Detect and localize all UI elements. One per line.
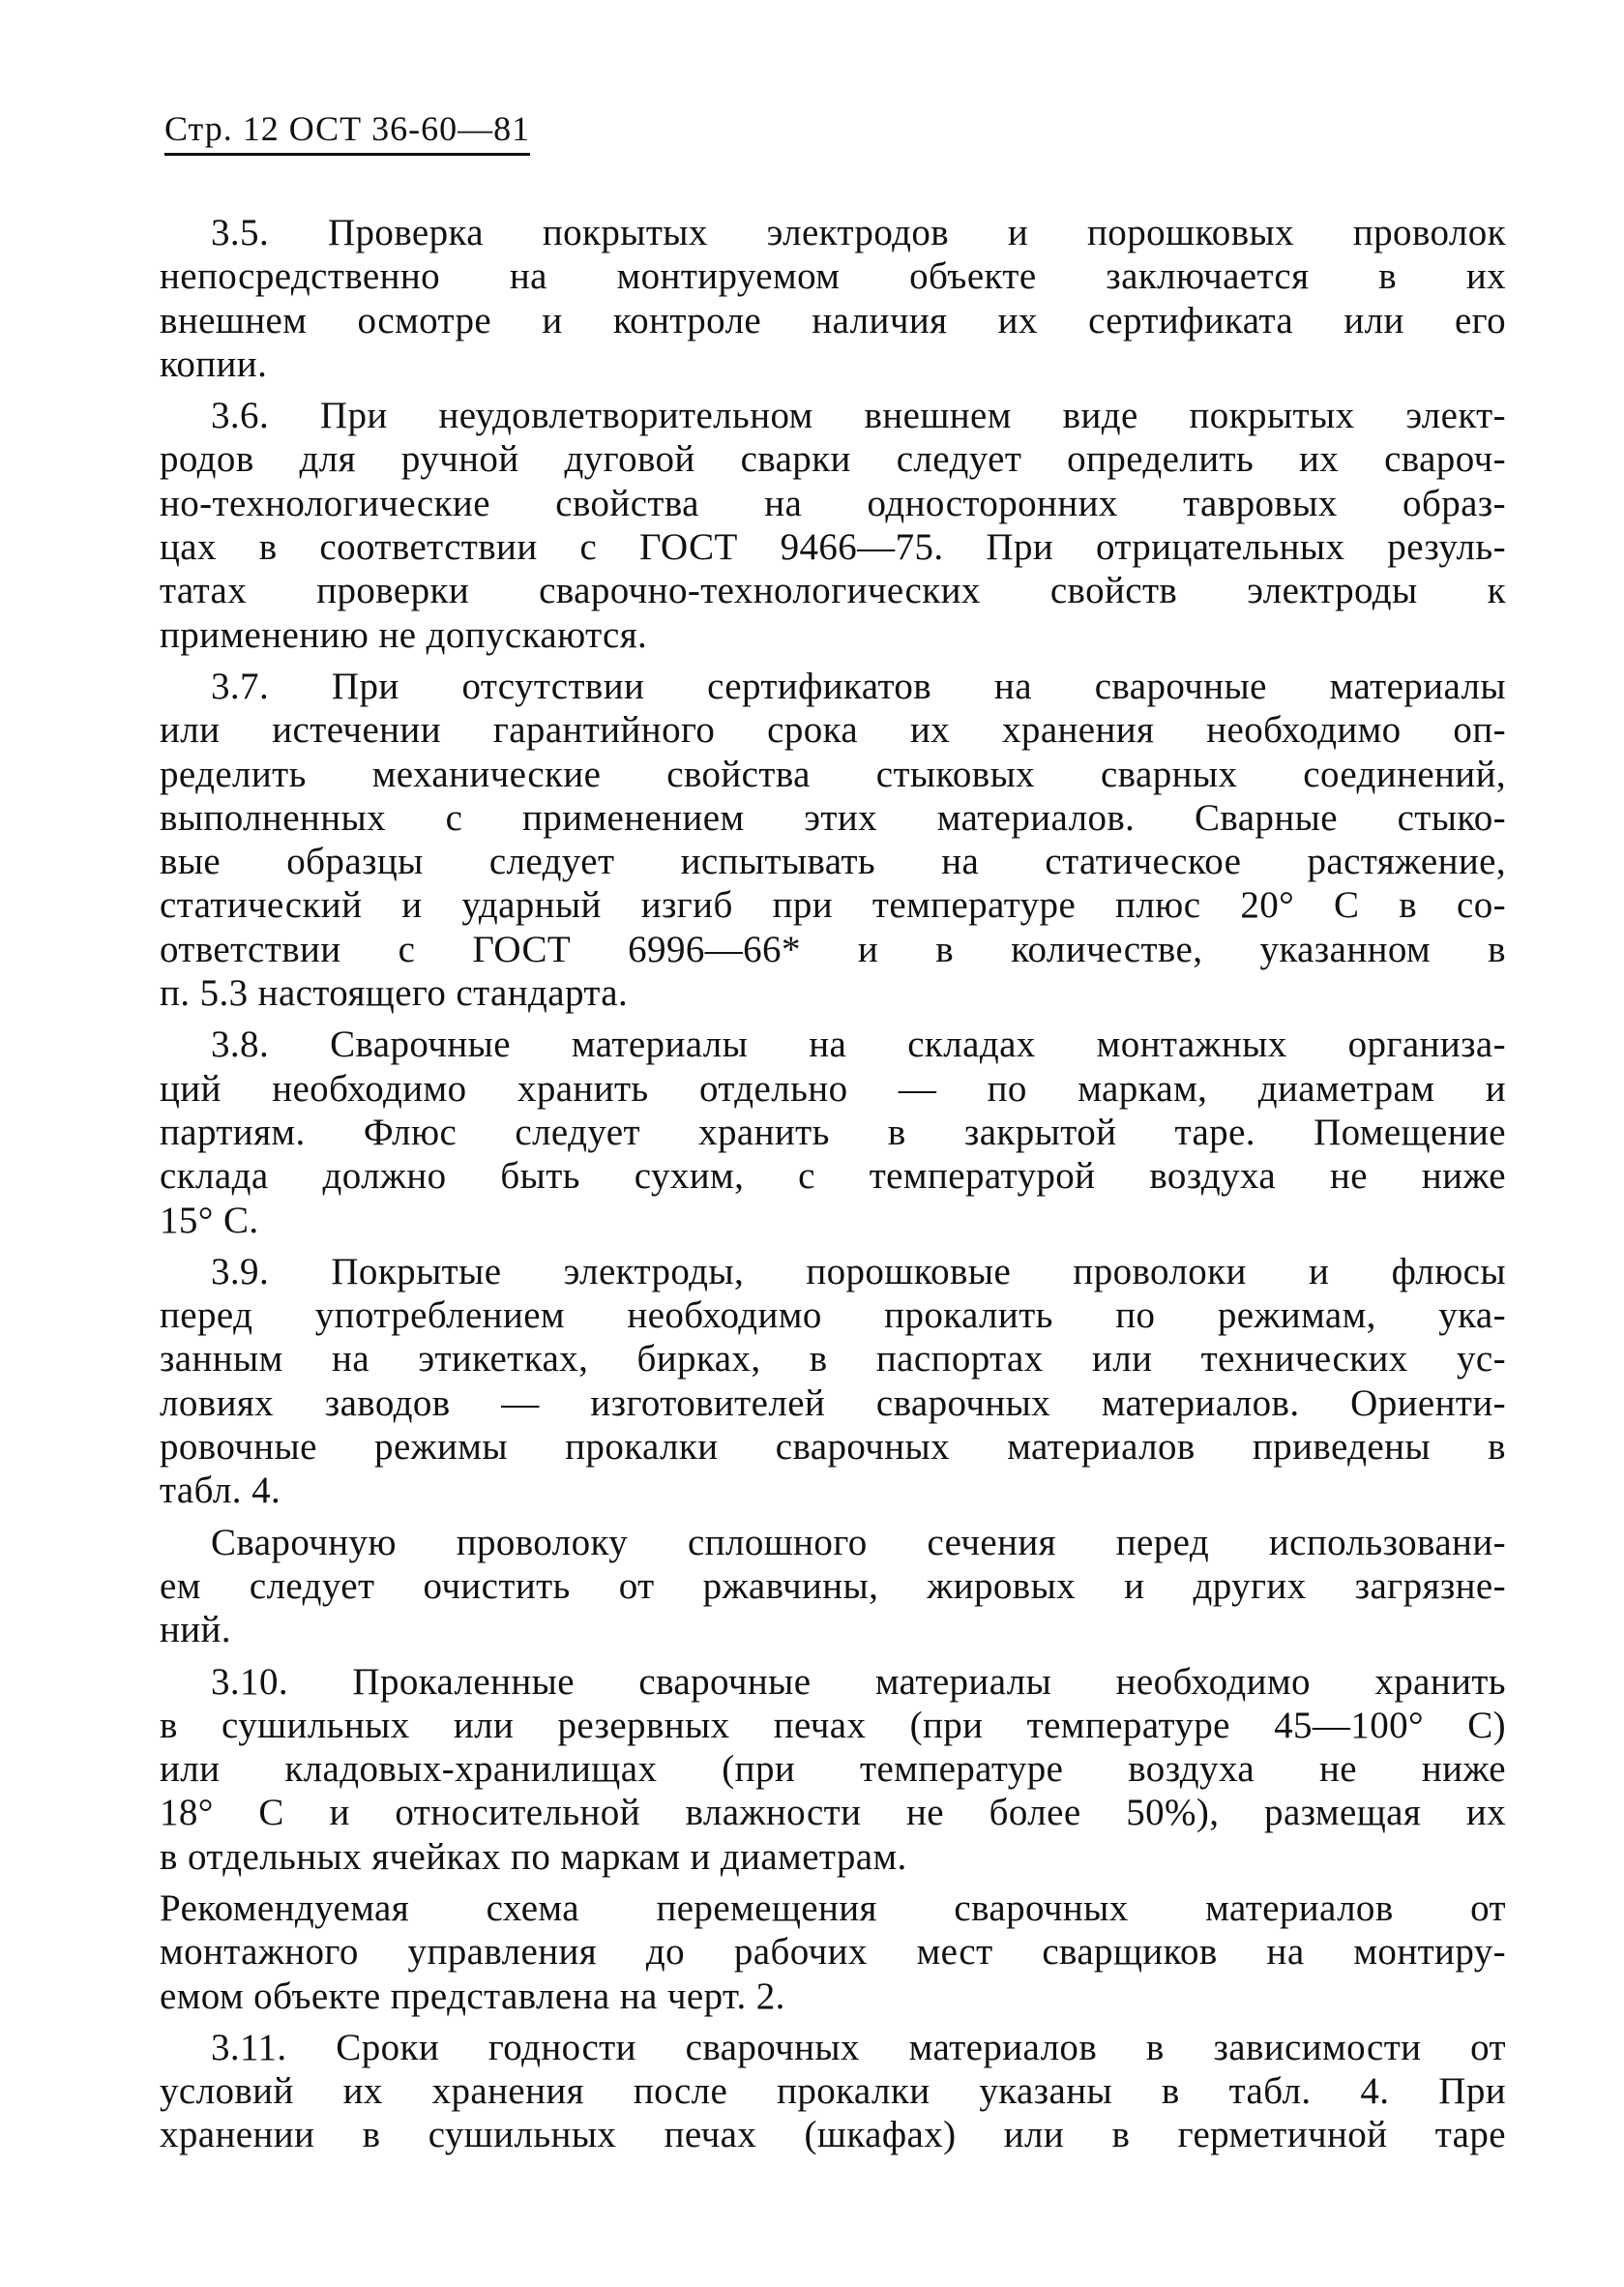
text-line: табл. 4. xyxy=(160,1470,281,1512)
text-line: 3.5. Проверка покрытых электродов и порошковых проволок xyxy=(211,212,1506,253)
text-line: 3.10. Прокаленные сварочные материалы необходимо хранить xyxy=(211,1660,1506,1703)
text-line: ций необходимо хранить отдельно — по маркам, диаметрам и xyxy=(160,1067,1506,1110)
text-line: Сварочную проволоку сплошного сечения перед использовани- xyxy=(211,1521,1506,1563)
text-line: Рекомендуемая схема перемещения сварочных материалов от xyxy=(160,1886,1506,1929)
text-line: 18° С и относительной влажности не более 50%), размещая их xyxy=(160,1792,1506,1834)
text-line: ем следует очистить от ржавчины, жировых и других загрязне- xyxy=(160,1564,1506,1607)
paragraph xyxy=(160,1250,1506,1513)
text-line: ответствии с ГОСТ 6996—66* и в количестве, указанном в xyxy=(160,928,1506,970)
paragraph xyxy=(160,394,1506,657)
text-line: применению не допускаются. xyxy=(160,613,648,656)
text-line: или истечении гарантийного срока их хранения необходимо оп- xyxy=(160,709,1506,752)
text-line: перед употреблением необходимо прокалить по режимам, ука- xyxy=(160,1294,1506,1337)
paragraph xyxy=(160,2026,1506,2157)
text-line: 3.11. Сроки годности сварочных материалов в зависимости от xyxy=(211,2026,1506,2068)
text-line: копии. xyxy=(160,342,268,385)
text-line: непосредственно на монтируемом объекте заключается в их xyxy=(160,255,1506,298)
text-line: занным на этикетках, бирках, в паспортах или технических ус- xyxy=(160,1338,1506,1381)
text-line: родов для ручной дуговой сварки следует определить их свароч- xyxy=(160,438,1506,481)
paragraph xyxy=(160,665,1506,1015)
text-line: в сушильных или резервных печах (при температуре 45—100° С) xyxy=(160,1704,1506,1746)
text-line: вые образцы следует испытывать на статическое растяжение, xyxy=(160,841,1506,883)
paragraph xyxy=(160,1023,1506,1241)
text-line: цах в соответствии с ГОСТ 9466—75. При отрицательных резуль- xyxy=(160,526,1506,569)
text-line: статический и ударный изгиб при температуре плюс 20° С в со- xyxy=(160,884,1506,927)
paragraph xyxy=(160,1660,1506,1879)
text-line: 3.7. При отсутствии сертификатов на сварочные материалы xyxy=(211,665,1506,707)
text-line: в отдельных ячейках по маркам и диаметрам. xyxy=(160,1835,907,1878)
text-line: емом объекте представлена на черт. 2. xyxy=(160,1975,785,2017)
text-line: ловиях заводов — изготовителей сварочных материалов. Ориенти- xyxy=(160,1381,1506,1424)
text-line: хранении в сушильных печах (шкафах) или в герметичной таре xyxy=(160,2114,1506,2156)
paragraph xyxy=(160,211,1506,386)
text-line: внешнем осмотре и контроле наличия их сертификата или его xyxy=(160,299,1506,342)
text-line: 3.6. При неудовлетворительном внешнем виде покрытых элект- xyxy=(211,395,1506,437)
text-line: 3.8. Сварочные материалы на складах монтажных организа- xyxy=(211,1024,1506,1066)
text-line: условий их хранения после прокалки указаны в табл. 4. При xyxy=(160,2070,1506,2113)
text-line: партиям. Флюс следует хранить в закрытой таре. Помещение xyxy=(160,1111,1506,1153)
paragraph xyxy=(160,1521,1506,1652)
text-line: ний. xyxy=(160,1609,231,1651)
paragraph xyxy=(160,1886,1506,2018)
text-line: монтажного управления до рабочих мест сварщиков на монтиру- xyxy=(160,1931,1506,1974)
text-line: п. 5.3 настоящего стандарта. xyxy=(160,972,629,1015)
page-header: Стр. 12 ОСТ 36-60—81 xyxy=(164,108,530,156)
text-line: но-технологические свойства на односторонних тавровых образ- xyxy=(160,482,1506,524)
text-line: ровочные режимы прокалки сварочных материалов приведены в xyxy=(160,1426,1506,1469)
text-line: или кладовых-хранилищах (при температуре воздуха не ниже xyxy=(160,1748,1506,1791)
text-line: 3.9. Покрытые электроды, порошковые проволоки и флюсы xyxy=(211,1250,1506,1292)
text-line: выполненных с применением этих материалов. Сварные стыко- xyxy=(160,796,1506,839)
text-line: 15° С. xyxy=(160,1199,259,1241)
document-body xyxy=(160,211,1506,2165)
text-line: татах проверки сварочно-технологических свойств электроды к xyxy=(160,570,1506,612)
text-line: склада должно быть сухим, с температурой воздуха не ниже xyxy=(160,1155,1506,1198)
text-line: ределить механические свойства стыковых сварных соединений, xyxy=(160,753,1506,795)
